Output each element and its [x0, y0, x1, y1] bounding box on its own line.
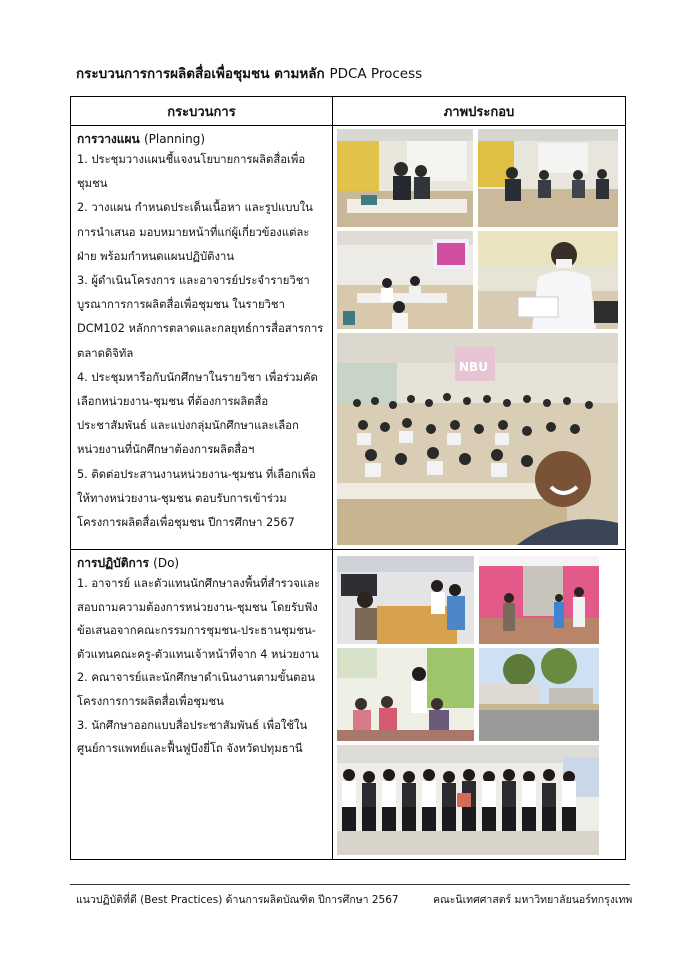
doing-heading-thai: การปฏิบัติการ — [77, 556, 149, 570]
planning-item: 5. ติดต่อประสานงานหน่วยงาน-ชุมชน ที่เลือกเพื่อให้ทางหน่วยงาน-ชุมชน ตอบรับการเข้าร่วมโครงการผลิตสื่อเพื่อชุมชน ปีการศึกษา 2567 — [77, 467, 316, 530]
header-illustration: ภาพประกอบ — [333, 97, 626, 126]
planning-heading-thai: การวางแผน — [77, 132, 140, 146]
planning-item: 3. ผู้ดำเนินโครงการ และอาจารย์ประจำรายวิชา บูรณาการการผลิตสื่อเพื่อชุมชน ในรายวิชา DCM102 หลักการตลาดและกลยุทธ์การสื่อสารการตลาดดิจิทัล — [77, 274, 324, 360]
footer-divider — [70, 884, 630, 885]
document-title — [76, 62, 422, 84]
planning-photo-group-selfie — [337, 333, 618, 545]
planning-item: 2. วางแผน กำหนดประเด็นเนื้อหา และรูปแบบในการนำเสนอ มอบหมายหน้าที่แก่ผู้เกี่ยวข้องแต่ละฝ่าย พร้อมกำหนดแผนปฏิบัติงาน — [77, 201, 313, 263]
title-latin: PDCA Process — [329, 66, 423, 82]
doing-text-cell — [71, 550, 333, 860]
doing-heading — [77, 554, 326, 572]
doing-item: 3. นักศึกษาออกแบบสื่อประชาสัมพันธ์ เพื่อใช้ในศูนย์การแพทย์และฟื้นฟูบึงยี่โถ จังหวัดปทุมธานี — [77, 718, 308, 756]
planning-photo-cell — [333, 126, 626, 550]
doing-heading-latin: (Do) — [153, 556, 180, 570]
pdca-table — [70, 96, 626, 860]
doing-photo-cell — [333, 550, 626, 860]
doing-photo-office-survey — [337, 556, 474, 644]
photo-sign-text: NBU — [459, 360, 488, 374]
planning-heading — [77, 130, 326, 148]
planning-item: 1. ประชุมวางแผนชี้แจงนโยบายการผลิตสื่อเพื่อชุมชน — [77, 153, 306, 191]
planning-row — [71, 126, 626, 550]
footer-right-text: คณะนิเทศศาสตร์ มหาวิทยาลัยนอร์ทกรุงเทพ — [433, 894, 633, 906]
doing-row — [71, 550, 626, 860]
doing-photo-pink-building — [479, 556, 599, 644]
planning-photo-meeting-2 — [478, 129, 618, 227]
doing-photo-group-photo — [337, 745, 599, 855]
table-header-row — [71, 97, 626, 126]
planning-photo-man-with-mask — [478, 231, 618, 329]
title-thai: กระบวนการการผลิตสื่อเพื่อชุมชน ตามหลัก — [76, 66, 325, 82]
doing-item: 2. คณาจารย์และนักศึกษาดำเนินงานตามขั้นตอนโครงการการผลิตสื่อเพื่อชุมชน — [77, 671, 316, 708]
planning-item: 4. ประชุมหารือกับนักศึกษาในรายวิชา เพื่อร่วมคัดเลือกหน่วยงาน-ชุมชน ที่ต้องการผลิตสื่อประชาสัมพันธ์ และแบ่งกลุ่มนักศึกษาและเลือกหน่วยงานที่นักศึกษาต้องการผลิตสื่อฯ — [77, 370, 318, 457]
planning-photo-meeting-1 — [337, 129, 473, 227]
planning-heading-latin: (Planning) — [143, 132, 206, 146]
doing-item: 1. อาจารย์ และตัวแทนนักศึกษาลงพื้นที่สำรวจและสอบถามความต้องการหน่วยงาน-ชุมชน โดยรับฟังข้อเสนอจากคณะกรรมการชุมชน-ประธานชุมชน-ตัวแทนคณะครู-ตัวแทนเจ้าหน้าที่จาก 4 หน่วยงาน — [77, 577, 321, 661]
doing-photo-outdoor-site — [479, 648, 599, 741]
footer-left-text: แนวปฏิบัติที่ดี (Best Practices) ด้านการผลิตบัณฑิต ปีการศึกษา 2567 — [76, 894, 399, 906]
header-process: กระบวนการ — [71, 97, 333, 126]
planning-text-cell — [71, 126, 333, 550]
planning-photo-classroom — [337, 231, 473, 329]
doing-photo-community-meeting — [337, 648, 474, 741]
